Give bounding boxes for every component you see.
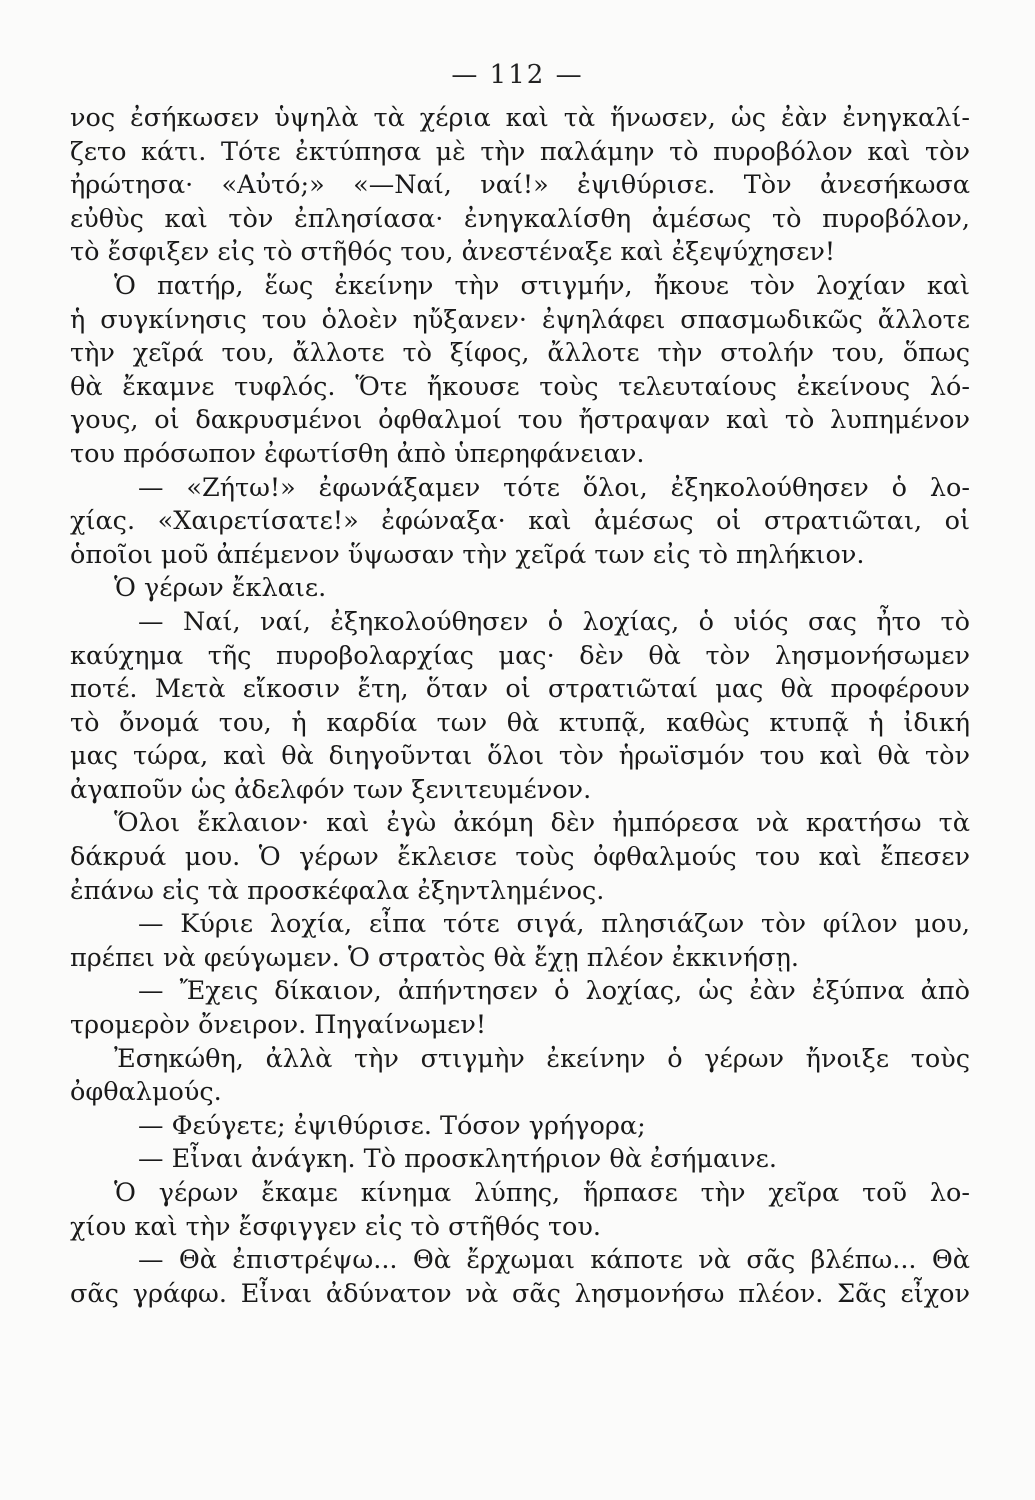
text-line: Ὁ πατήρ, ἕως ἐκείνην τὴν στιγμήν, ἤκουε τὸν λοχίαν καὶ [114,270,970,301]
text-line: τὸ ὄνομά του, ἡ καρδία των θὰ κτυπᾷ, καθὼς κτυπᾷ ἡ ἰδική [70,707,970,738]
text-line: νος ἐσήκωσεν ὑψηλὰ τὰ χέρια καὶ τὰ ἥνωσεν, ὡς ἐὰν ἐνηγκαλί- [70,103,970,133]
text-line: μας τώρα, καὶ θὰ διηγοῦνται ὅλοι τὸν ἡρωϊσμόν του καὶ θὰ τὸν [70,741,970,772]
text-line: Ὁ γέρων ἔκλαιε. [114,573,327,604]
text-line: — «Ζήτω!» ἐφωνάξαμεν τότε ὅλοι, ἐξηκολούθησεν ὁ λο- [138,472,970,503]
text-line: καύχημα τῆς πυροβολαρχίας μας· δὲν θὰ τὸν λησμονήσωμεν [70,640,970,671]
text-line: θὰ ἔκαμνε τυφλός. Ὅτε ἤκουσε τοὺς τελευταίους ἐκείνους λό- [70,371,970,402]
text-line: δάκρυά μου. Ὁ γέρων ἔκλεισε τοὺς ὀφθαλμούς του καὶ ἔπεσεν [70,842,970,873]
text-line: τρομερὸν ὄνειρον. Πηγαίνωμεν! [70,1010,487,1041]
text-line: Ὁ γέρων ἔκαμε κίνημα λύπης, ἥρπασε τὴν χεῖρα τοῦ λο- [114,1178,970,1208]
text-line: ἐπάνω εἰς τὰ προσκέφαλα ἐξηντλημένος. [70,875,605,906]
text-line: Ἐσηκώθη, ἀλλὰ τὴν στιγμὴν ἐκείνην ὁ γέρων ἤνοιξε τοὺς [114,1043,970,1074]
text-line: πρέπει νὰ φεύγωμεν. Ὁ στρατὸς θὰ ἔχῃ πλέον ἐκκινήσῃ. [70,942,799,973]
text-line: ποτέ. Μετὰ εἴκοσιν ἔτη, ὅταν οἱ στρατιῶταί μας θὰ προφέρουν [70,674,970,705]
text-line: — Ναί, ναί, ἐξηκολούθησεν ὁ λοχίας, ὁ υἱός σας ἦτο τὸ [138,606,970,637]
text-line: — Κύριε λοχία, εἶπα τότε σιγά, πλησιάζων τὸν φίλον μου, [138,909,970,940]
body-text [70,102,970,1311]
text-line: Ὅλοι ἔκλαιον· καὶ ἐγὼ ἀκόμη δὲν ἠμπόρεσα νὰ κρατήσω τὰ [114,808,970,839]
text-line: χίας. «Χαιρετίσατε!» ἐφώναξα· καὶ ἀμέσως οἱ στρατιῶται, οἱ [70,506,970,537]
text-line: — Εἶναι ἀνάγκη. Τὸ προσκλητήριον θὰ ἐσήμαινε. [138,1144,777,1175]
text-line: τὸ ἔσφιξεν εἰς τὸ στῆθός του, ἀνεστέναξε καὶ ἐξεψύχησεν! [70,237,836,268]
text-line: χίου καὶ τὴν ἔσφιγγεν εἰς τὸ στῆθός του. [70,1211,602,1242]
text-line: σᾶς γράφω. Εἶναι ἀδύνατον νὰ σᾶς λησμονήσω πλέον. Σᾶς εἶχον [70,1278,970,1309]
text-line: — Ἔχεις δίκαιον, ἀπήντησεν ὁ λοχίας, ὡς ἐὰν ἐξύπνα ἀπὸ [138,976,970,1007]
text-line: εὐθὺς καὶ τὸν ἐπλησίασα· ἐνηγκαλίσθη ἀμέσως τὸ πυροβόλον, [70,203,970,234]
text-line: — Θὰ ἐπιστρέψω... Θὰ ἔρχωμαι κάποτε νὰ σᾶς βλέπω... Θὰ [138,1245,970,1276]
text-line: — Φεύγετε; ἐψιθύρισε. Τόσον γρήγορα; [138,1110,646,1141]
text-line: ἡ συγκίνησις του ὁλοὲν ηὔξανεν· ἐψηλάφει σπασμωδικῶς ἄλλοτε [70,304,970,335]
text-line: ὁποῖοι μοῦ ἀπέμενον ὕψωσαν τὴν χεῖρά των εἰς τὸ πηλήκιον. [70,539,865,570]
text-line: τὴν χεῖρά του, ἄλλοτε τὸ ξίφος, ἄλλοτε τὴν στολήν του, ὅπως [70,338,970,369]
text-line: ζετο κάτι. Τότε ἐκτύπησα μὲ τὴν παλάμην τὸ πυροβόλον καὶ τὸν [70,136,970,167]
text-line: ἀγαποῦν ὡς ἀδελφόν των ξενιτευμένον. [70,774,592,805]
text-line: του πρόσωπον ἐφωτίσθη ἀπὸ ὑπερηφάνειαν. [70,438,645,469]
text-line: ἠρώτησα· «Αὐτό;» «—Ναί, ναί!» ἐψιθύρισε. Τὸν ἀνεσήκωσα [70,170,970,201]
text-line: ὀφθαλμούς. [70,1077,222,1108]
text-line: γους, οἱ δακρυσμένοι ὀφθαλμοί του ἤστραψαν καὶ τὸ λυπημένον [70,405,970,436]
page-number: — 112 — [451,60,584,90]
